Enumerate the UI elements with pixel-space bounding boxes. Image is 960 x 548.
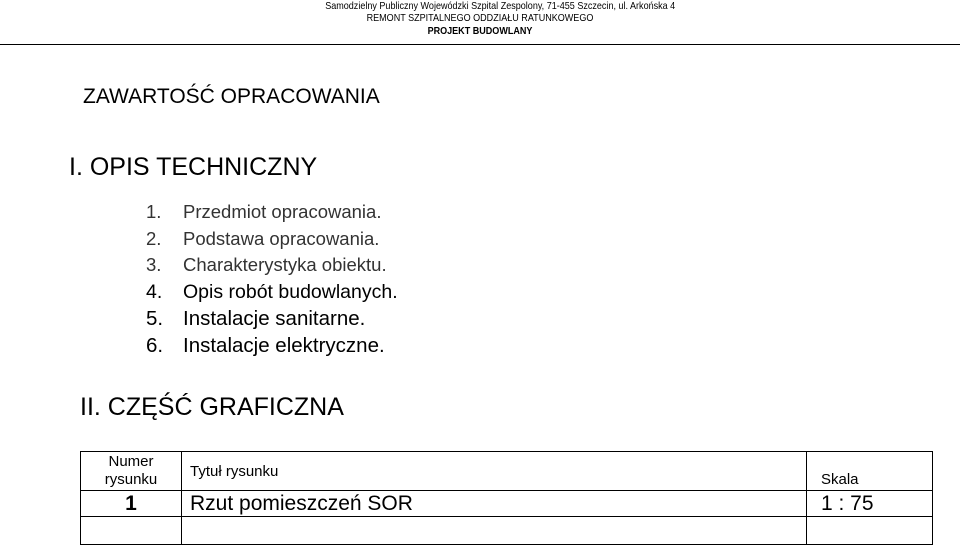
header-project-name: REMONT SZPITALNEGO ODDZIAŁU RATUNKOWEGO — [366, 12, 594, 24]
page-title: ZAWARTOŚĆ OPRACOWANIA — [83, 85, 380, 108]
header-project-type: PROJEKT BUDOWLANY — [427, 25, 533, 37]
header-drawing-title: Tytuł rysunku — [182, 452, 807, 491]
empty-cell — [807, 517, 933, 545]
drawing-title: Rzut pomieszczeń SOR — [182, 491, 807, 517]
list-item-number: 5. — [146, 307, 164, 330]
section-heading-technical: I. OPIS TECHNICZNY — [69, 153, 318, 181]
list-item-number: 4. — [146, 280, 163, 303]
list-item-number: 2. — [146, 227, 162, 249]
header-number-line1: Numer — [108, 453, 154, 470]
list-item-number: 6. — [146, 333, 164, 357]
drawing-scale: 1 : 75 — [807, 491, 933, 517]
table-row — [81, 491, 933, 517]
list-item-number: 3. — [146, 254, 162, 275]
list-item-text: Instalacje elektryczne. — [183, 333, 385, 357]
header-number-line2: rysunku — [104, 471, 158, 488]
table-row-empty — [81, 517, 933, 545]
empty-cell — [81, 517, 182, 545]
list-item-number: 1. — [146, 201, 162, 222]
header-drawing-number — [81, 452, 182, 491]
section-heading-graphics: II. CZĘŚĆ GRAFICZNA — [80, 393, 344, 421]
list-item-text: Instalacje sanitarne. — [183, 307, 366, 330]
list-item-text: Opis robót budowlanych. — [183, 280, 398, 303]
list-item-text: Przedmiot opracowania. — [183, 201, 382, 222]
empty-cell — [182, 517, 807, 545]
drawings-table — [80, 451, 933, 545]
list-item-text: Charakterystyka obiektu. — [183, 254, 387, 275]
table-header-row — [81, 452, 933, 491]
list-item-text: Podstawa opracowania. — [183, 227, 380, 249]
header-institution: Samodzielny Publiczny Wojewódzki Szpital Zespolony, 71-455 Szczecin, ul. Arkońska 4 — [325, 0, 676, 12]
document-header — [0, 0, 960, 45]
header-drawing-scale: Skala — [807, 452, 933, 491]
drawing-number: 1 — [81, 491, 182, 517]
